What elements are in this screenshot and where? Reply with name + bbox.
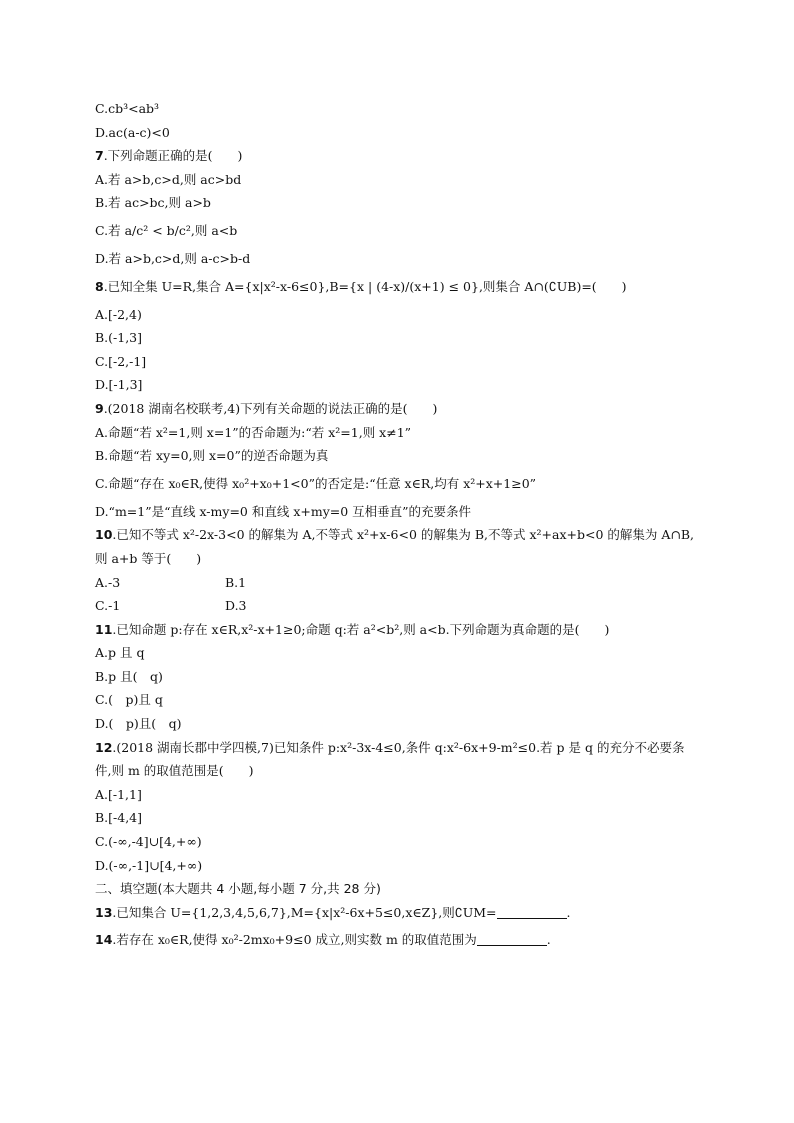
text-line	[95, 191, 715, 215]
question-end: .	[566, 904, 571, 920]
line-text: B.命题“若 xy=0,则 x=0”的逆否命题为真	[95, 448, 329, 464]
option-label: A.-3	[95, 574, 121, 590]
line-text: B.[-4,4]	[95, 810, 143, 826]
text-line	[95, 303, 715, 327]
text-line	[95, 854, 715, 878]
line-text: C.(-∞,-4]∪[4,+∞)	[95, 834, 202, 850]
text-line	[95, 712, 715, 736]
text-line	[95, 500, 715, 524]
question-stem	[95, 144, 715, 168]
question-number: 13	[95, 904, 113, 920]
line-text: C.[-2,-1]	[95, 353, 147, 369]
line-text: C.( p)且 q	[95, 692, 163, 708]
text-line	[95, 168, 715, 192]
text-line	[95, 421, 715, 445]
line-text: D.[-1,3]	[95, 377, 143, 393]
question-number: 11	[95, 621, 113, 637]
line-text: A.[-2,4)	[95, 306, 142, 322]
question-13	[95, 901, 715, 925]
page-content	[95, 97, 715, 956]
line-text: .(2018 湖南长郡中学四模,7)已知条件 p:x²-3x-4≤0,条件 q:x²-6x+9-m²≤0.若 p 是 q 的充分不必要条	[112, 739, 685, 755]
question-stem	[95, 271, 715, 303]
line-text: A.p 且 q	[95, 645, 145, 661]
question-list-2	[95, 618, 715, 878]
option-label: D.3	[225, 598, 247, 614]
line-text: 件,则 m 的取值范围是( )	[95, 763, 254, 779]
line-text: C.命题“存在 x₀∈R,使得 x₀²+x₀+1<0”的否定是:“任意 x∈R,均有 x²+x+1≥0”	[95, 475, 537, 491]
line-text: .已知命题 p:存在 x∈R,x²-x+1≥0;命题 q:若 a²<b²,则 a<b.下列命题为真命题的是( )	[112, 621, 610, 637]
text-line	[95, 444, 715, 468]
text-line	[95, 247, 715, 271]
question-stem	[95, 736, 715, 760]
text-line	[95, 326, 715, 350]
text-line	[95, 783, 715, 807]
line-text: 则 a+b 等于( )	[95, 550, 202, 566]
line-text: A.命题“若 x²=1,则 x=1”的否命题为:“若 x²=1,则 x≠1”	[95, 424, 412, 440]
text-line	[95, 688, 715, 712]
question-stem	[95, 618, 715, 642]
option-label: C.-1	[95, 598, 121, 614]
line-text: A.[-1,1]	[95, 786, 142, 802]
line-text: B.p 且( q)	[95, 668, 163, 684]
line-text: B.(-1,3]	[95, 330, 143, 346]
line-text: B.若 ac>bc,则 a>b	[95, 195, 211, 211]
question-end: .	[546, 932, 551, 948]
text-line	[95, 759, 715, 783]
line-text: .已知不等式 x²-2x-3<0 的解集为 A,不等式 x²+x-6<0 的解集为 B,不等式 x²+ax+b<0 的解集为 A∩B,	[112, 527, 695, 543]
question-list-1	[95, 97, 715, 571]
text-line	[95, 665, 715, 689]
line-text: C.若 a/c² < b/c²,则 a<b	[95, 222, 238, 238]
text-line	[95, 468, 715, 500]
text-line	[95, 121, 715, 145]
text-line	[95, 830, 715, 854]
line-text: D.(-∞,-1]∪[4,+∞)	[95, 857, 203, 873]
line-text: .(2018 湖南名校联考,4)下列有关命题的说法正确的是( )	[103, 400, 438, 416]
text-line	[95, 350, 715, 374]
question-stem	[95, 523, 715, 547]
section-title: 二、填空题(本大题共 4 小题,每小题 7 分,共 28 分)	[95, 881, 381, 897]
line-text: A.若 a>b,c>d,则 ac>bd	[95, 171, 242, 187]
question-number: 14	[95, 932, 113, 948]
question-number: 8	[95, 278, 104, 294]
answer-blank[interactable]	[477, 931, 547, 946]
question-text: .已知集合 U={1,2,3,4,5,6,7},M={x|x²-6x+5≤0,x∈Z},则∁UM=	[112, 904, 497, 920]
line-text: D.ac(a-c)<0	[95, 124, 170, 140]
text-line	[95, 641, 715, 665]
question-number: 7	[95, 148, 104, 164]
answer-blank[interactable]	[497, 904, 567, 919]
question-number: 9	[95, 400, 104, 416]
text-line	[95, 215, 715, 247]
text-line	[95, 806, 715, 830]
option-label: B.1	[225, 574, 247, 590]
question-text: .若存在 x₀∈R,使得 x₀²-2mx₀+9≤0 成立,则实数 m 的取值范围为	[112, 932, 477, 948]
line-text: .已知全集 U=R,集合 A={x|x²-x-6≤0},B={x | (4-x)/(x+1) ≤ 0},则集合 A∩(∁UB)=( )	[103, 278, 627, 294]
line-text: D.若 a>b,c>d,则 a-c>b-d	[95, 250, 251, 266]
text-line	[95, 97, 715, 121]
line-text: D.( p)且( q)	[95, 716, 182, 732]
option-row	[95, 594, 715, 618]
q10-options	[95, 571, 715, 618]
option-row	[95, 571, 715, 595]
text-line	[95, 547, 715, 571]
question-number: 12	[95, 739, 113, 755]
line-text: C.cb³<ab³	[95, 101, 160, 116]
question-stem	[95, 397, 715, 421]
line-text: D.“m=1”是“直线 x-my=0 和直线 x+my=0 互相垂直”的充要条件	[95, 503, 472, 519]
line-text: .下列命题正确的是( )	[103, 148, 243, 164]
text-line	[95, 373, 715, 397]
question-14	[95, 924, 715, 956]
question-number: 10	[95, 527, 113, 543]
